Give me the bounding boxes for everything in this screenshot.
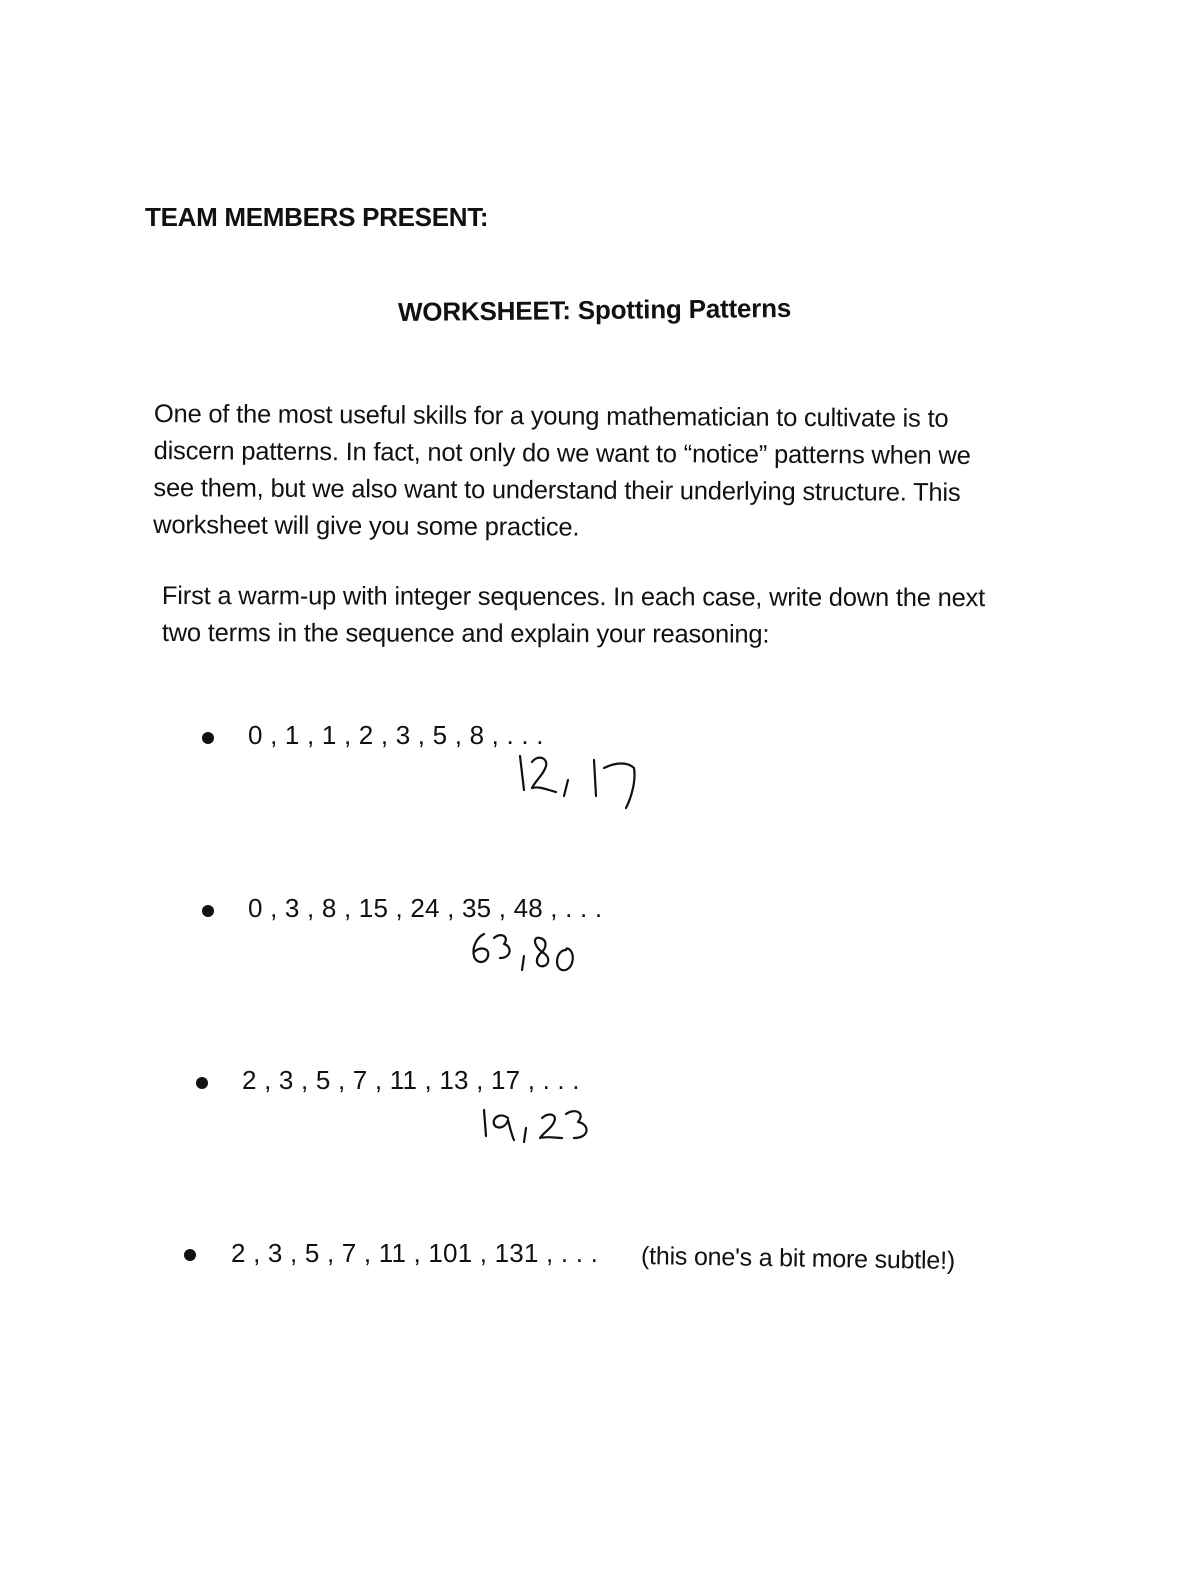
intro-line: see them, but we also want to understand their underlying structure. This <box>153 473 961 507</box>
handwritten-answer-1 <box>512 750 652 820</box>
sequence-2: 0 , 3 , 8 , 15 , 24 , 35 , 48 , . . . <box>248 893 603 923</box>
bullet-icon <box>196 1077 208 1089</box>
team-members-heading: TEAM MEMBERS PRESENT: <box>145 202 489 232</box>
handwritten-answer-3 <box>478 1108 608 1148</box>
intro-paragraph <box>153 396 971 549</box>
warmup-instructions <box>162 578 985 654</box>
bullet-icon <box>202 732 214 744</box>
warmup-line: First a warm-up with integer sequences. In each case, write down the next <box>161 582 986 613</box>
sequence-1: 0 , 1 , 1 , 2 , 3 , 5 , 8 , . . . <box>248 720 544 750</box>
intro-line: discern patterns. In fact, not only do we want to “notice” patterns when we <box>153 436 971 470</box>
sequence-4-note: (this one's a bit more subtle!) <box>640 1242 956 1275</box>
intro-line: worksheet will give you some practice. <box>153 510 580 542</box>
bullet-icon <box>202 905 214 917</box>
warmup-line: two terms in the sequence and explain your reasoning: <box>161 618 770 649</box>
intro-line: One of the most useful skills for a young mathematician to cultivate is to <box>153 399 949 433</box>
bullet-icon <box>184 1249 196 1261</box>
sequence-4: 2 , 3 , 5 , 7 , 11 , 101 , 131 , . . . <box>231 1238 599 1268</box>
handwritten-answer-2 <box>470 930 590 982</box>
sequence-3: 2 , 3 , 5 , 7 , 11 , 13 , 17 , . . . <box>242 1065 580 1095</box>
worksheet-title: WORKSHEET: Spotting Patterns <box>397 292 792 327</box>
